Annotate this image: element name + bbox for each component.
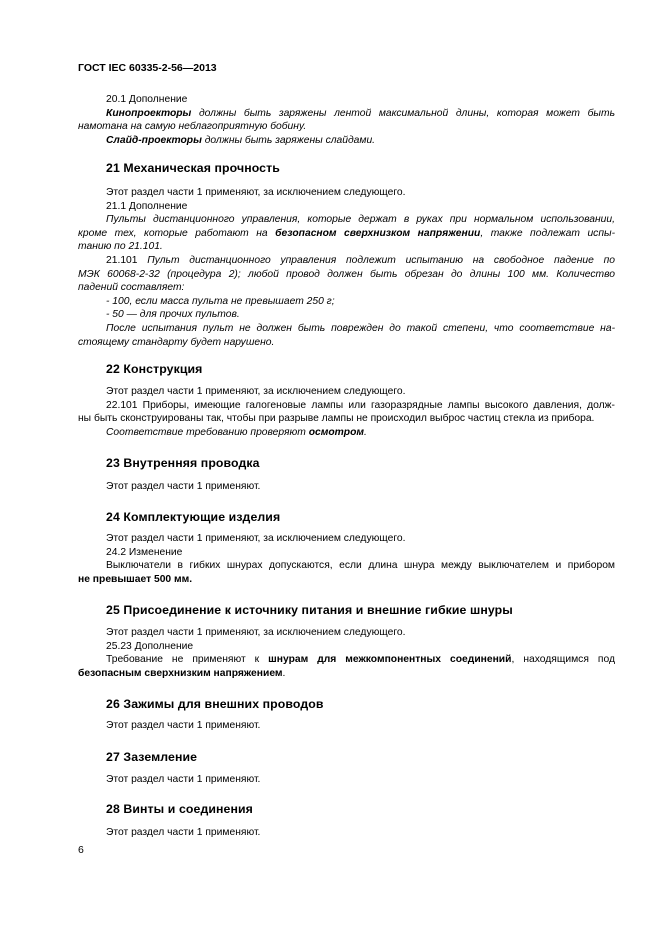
section-24-block	[78, 532, 615, 586]
subclause-24-2: 24.2 Изменение	[106, 546, 183, 558]
paragraph-line: кроме тех, которые работают на безопасном сверхнизком напряжении, также подлежат испы-	[78, 227, 615, 239]
section-intro: Этот раздел части 1 применяют, за исключением следующего.	[106, 386, 406, 397]
paragraph-line: После испытания пульт не должен быть поврежден до такой степени, что соответствие на-	[106, 322, 615, 334]
paragraph-line: танию по 21.101.	[78, 241, 163, 253]
list-item: - 50 — для прочих пультов.	[106, 309, 240, 321]
paragraph-line: стоящему стандарту будет нарушено.	[78, 336, 275, 348]
paragraph-line: 21.101 Пульт дистанционного управления подлежит испытанию на свободное падение по	[106, 254, 615, 266]
section-25-title: 25 Присоединение к источнику питания и внешние гибкие шнуры	[106, 603, 513, 617]
section-28-title: 28 Винты и соединения	[106, 802, 253, 816]
paragraph: Кинопроекторы должны быть заряжены лентой максимальной длины, которая может быть	[106, 107, 615, 119]
paragraph-line: ны быть сконструированы так, чтобы при разрыве лампы не происходил выброс частиц стекла из прибора.	[78, 413, 595, 425]
section-26-block	[78, 719, 615, 733]
section-20-block	[78, 93, 615, 147]
page-number: 6	[78, 844, 84, 856]
list-item: - 100, если масса пульта не превышает 250 г;	[106, 295, 335, 307]
section-21-title: 21 Механическая прочность	[106, 161, 280, 175]
paragraph-line: падений составляет:	[78, 282, 185, 294]
paragraph-line: 22.101 Приборы, имеющие галогеновые лампы или газоразрядные лампы высокого давления, долж-	[106, 399, 615, 411]
section-23-block	[78, 480, 615, 494]
paragraph: Слайд-проекторы должны быть заряжены слайдами.	[106, 134, 376, 146]
section-25-block	[78, 626, 615, 680]
section-intro: Этот раздел части 1 применяют.	[106, 774, 261, 785]
paragraph-line: Пульты дистанционного управления, которые держат в руках при нормальном использовании,	[106, 214, 615, 226]
paragraph-line: МЭК 60068-2-32 (процедура 2); любой провод должен быть обрезан до длины 100 мм. Количество	[78, 268, 615, 280]
section-27-title: 27 Заземление	[106, 750, 198, 764]
section-28-block	[78, 826, 615, 840]
section-intro: Этот раздел части 1 применяют.	[106, 481, 261, 492]
subclause-20-1: 20.1 Дополнение	[106, 94, 188, 105]
section-23-title: 23 Внутренняя проводка	[106, 456, 260, 470]
paragraph-line: безопасным сверхнизким напряжением.	[78, 667, 286, 679]
paragraph-line: не превышает 500 мм.	[78, 573, 193, 585]
section-intro: Этот раздел части 1 применяют, за исключением следующего.	[106, 627, 406, 638]
paragraph-line: намотана на самую неблагоприятную бобину.	[78, 121, 307, 133]
section-26-title: 26 Зажимы для внешних проводов	[106, 697, 324, 711]
paragraph-line: Выключатели в гибких шнурах допускаются, если длина шнура между выключателем и прибором	[106, 560, 615, 572]
section-21-block	[78, 186, 615, 349]
section-intro: Этот раздел части 1 применяют, за исключением следующего.	[106, 187, 406, 198]
subclause-25-23: 25.23 Дополнение	[106, 640, 194, 652]
section-27-block	[78, 773, 615, 787]
subclause-21-1: 21.1 Дополнение	[106, 200, 188, 212]
section-intro: Этот раздел части 1 применяют.	[106, 720, 261, 731]
paragraph-line: Требование не применяют к шнурам для межкомпонентных соединений, находящимся под	[106, 654, 615, 666]
section-intro: Этот раздел части 1 применяют.	[106, 827, 261, 838]
document-header: ГОСТ IEC 60335-2-56—2013	[78, 62, 217, 74]
paragraph-line: Соответствие требованию проверяют осмотром.	[106, 426, 367, 438]
section-22-title: 22 Конструкция	[106, 362, 203, 376]
section-24-title: 24 Комплектующие изделия	[106, 510, 281, 524]
section-intro: Этот раздел части 1 применяют, за исключением следующего.	[106, 533, 406, 544]
section-22-block	[78, 385, 615, 439]
